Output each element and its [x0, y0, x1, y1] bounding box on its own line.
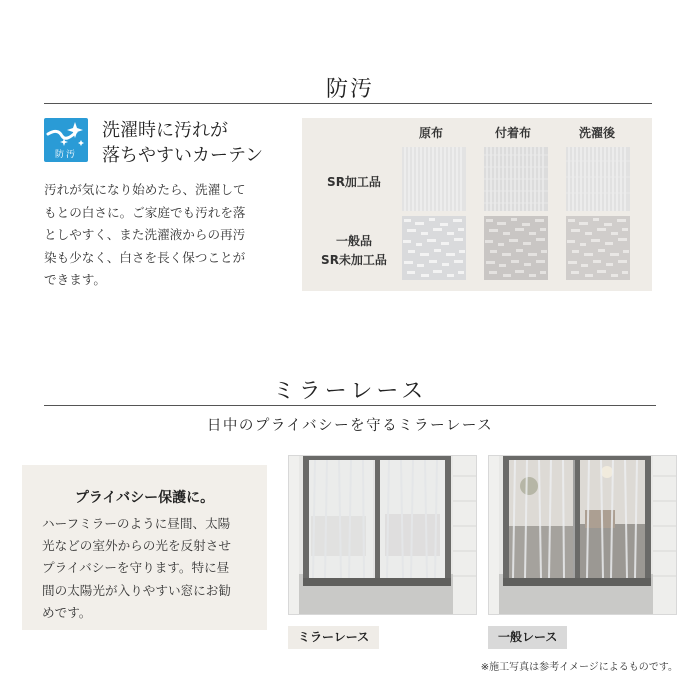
description-line: 染も少なく、白さを長く保つことが	[44, 249, 246, 265]
fabric-swatch-sr-original	[402, 147, 466, 211]
fabric-swatch-sr-soiled	[484, 147, 548, 211]
description-line: としやすく、また洗濯液からの再汚	[44, 227, 246, 243]
fabric-swatch-general-washed	[566, 216, 630, 280]
section-title-mirror-lace: ミラーレース	[272, 379, 428, 404]
description-line: できます。	[44, 272, 106, 288]
column-header-soiled: 付着布	[494, 126, 531, 140]
fabric-swatch-general-original	[402, 216, 466, 280]
antifouling-badge	[44, 118, 88, 162]
fabric-swatch-general-soiled	[484, 216, 548, 280]
fabric-swatch-sr-washed	[566, 147, 630, 211]
row-label-general	[304, 232, 404, 270]
photo-general-lace	[488, 455, 677, 615]
row-label-line: 一般品	[335, 234, 372, 248]
description-line: ハーフミラーのように昼間、太陽	[42, 516, 231, 531]
section-divider	[44, 103, 652, 104]
heading-line: 洗濯時に汚れが	[102, 120, 228, 141]
description-line: プライバシーを守ります。特に昼	[42, 560, 230, 576]
badge-label: 防汚	[54, 150, 77, 160]
description-line: 間の太陽光が入りやすい窓にお勧	[42, 582, 231, 598]
column-header-original: 原布	[418, 126, 443, 140]
antifouling-description	[44, 179, 284, 292]
photo-note: ※施工写真は参考イメージによるものです。	[480, 662, 678, 673]
caption-general-lace: 一般レース	[488, 626, 567, 649]
antifouling-heading	[102, 119, 263, 169]
row-label-sr-treated	[304, 173, 404, 192]
description-line: めです。	[42, 604, 92, 620]
privacy-title: プライバシー保護に。	[74, 490, 215, 506]
row-label-line: SR加工品	[327, 175, 381, 189]
caption-mirror-lace: ミラーレース	[288, 626, 379, 649]
heading-line: 落ちやすいカーテン	[102, 145, 264, 166]
row-label-line: SR未加工品	[321, 253, 387, 267]
column-header-washed: 洗濯後	[578, 126, 615, 140]
section-divider	[44, 405, 656, 406]
description-line: 汚れが気になり始めたら、洗濯して	[44, 182, 246, 197]
privacy-description	[42, 513, 262, 624]
photo-mirror-lace	[288, 455, 477, 615]
description-line: 光などの室外からの光を反射させ	[42, 538, 231, 554]
section-subtitle: 日中のプライバシーを守るミラーレース	[206, 418, 494, 434]
description-line: もとの白さに。ご家庭でも汚れを落	[44, 204, 246, 220]
section-title-antifouling: 防汚	[325, 77, 374, 102]
